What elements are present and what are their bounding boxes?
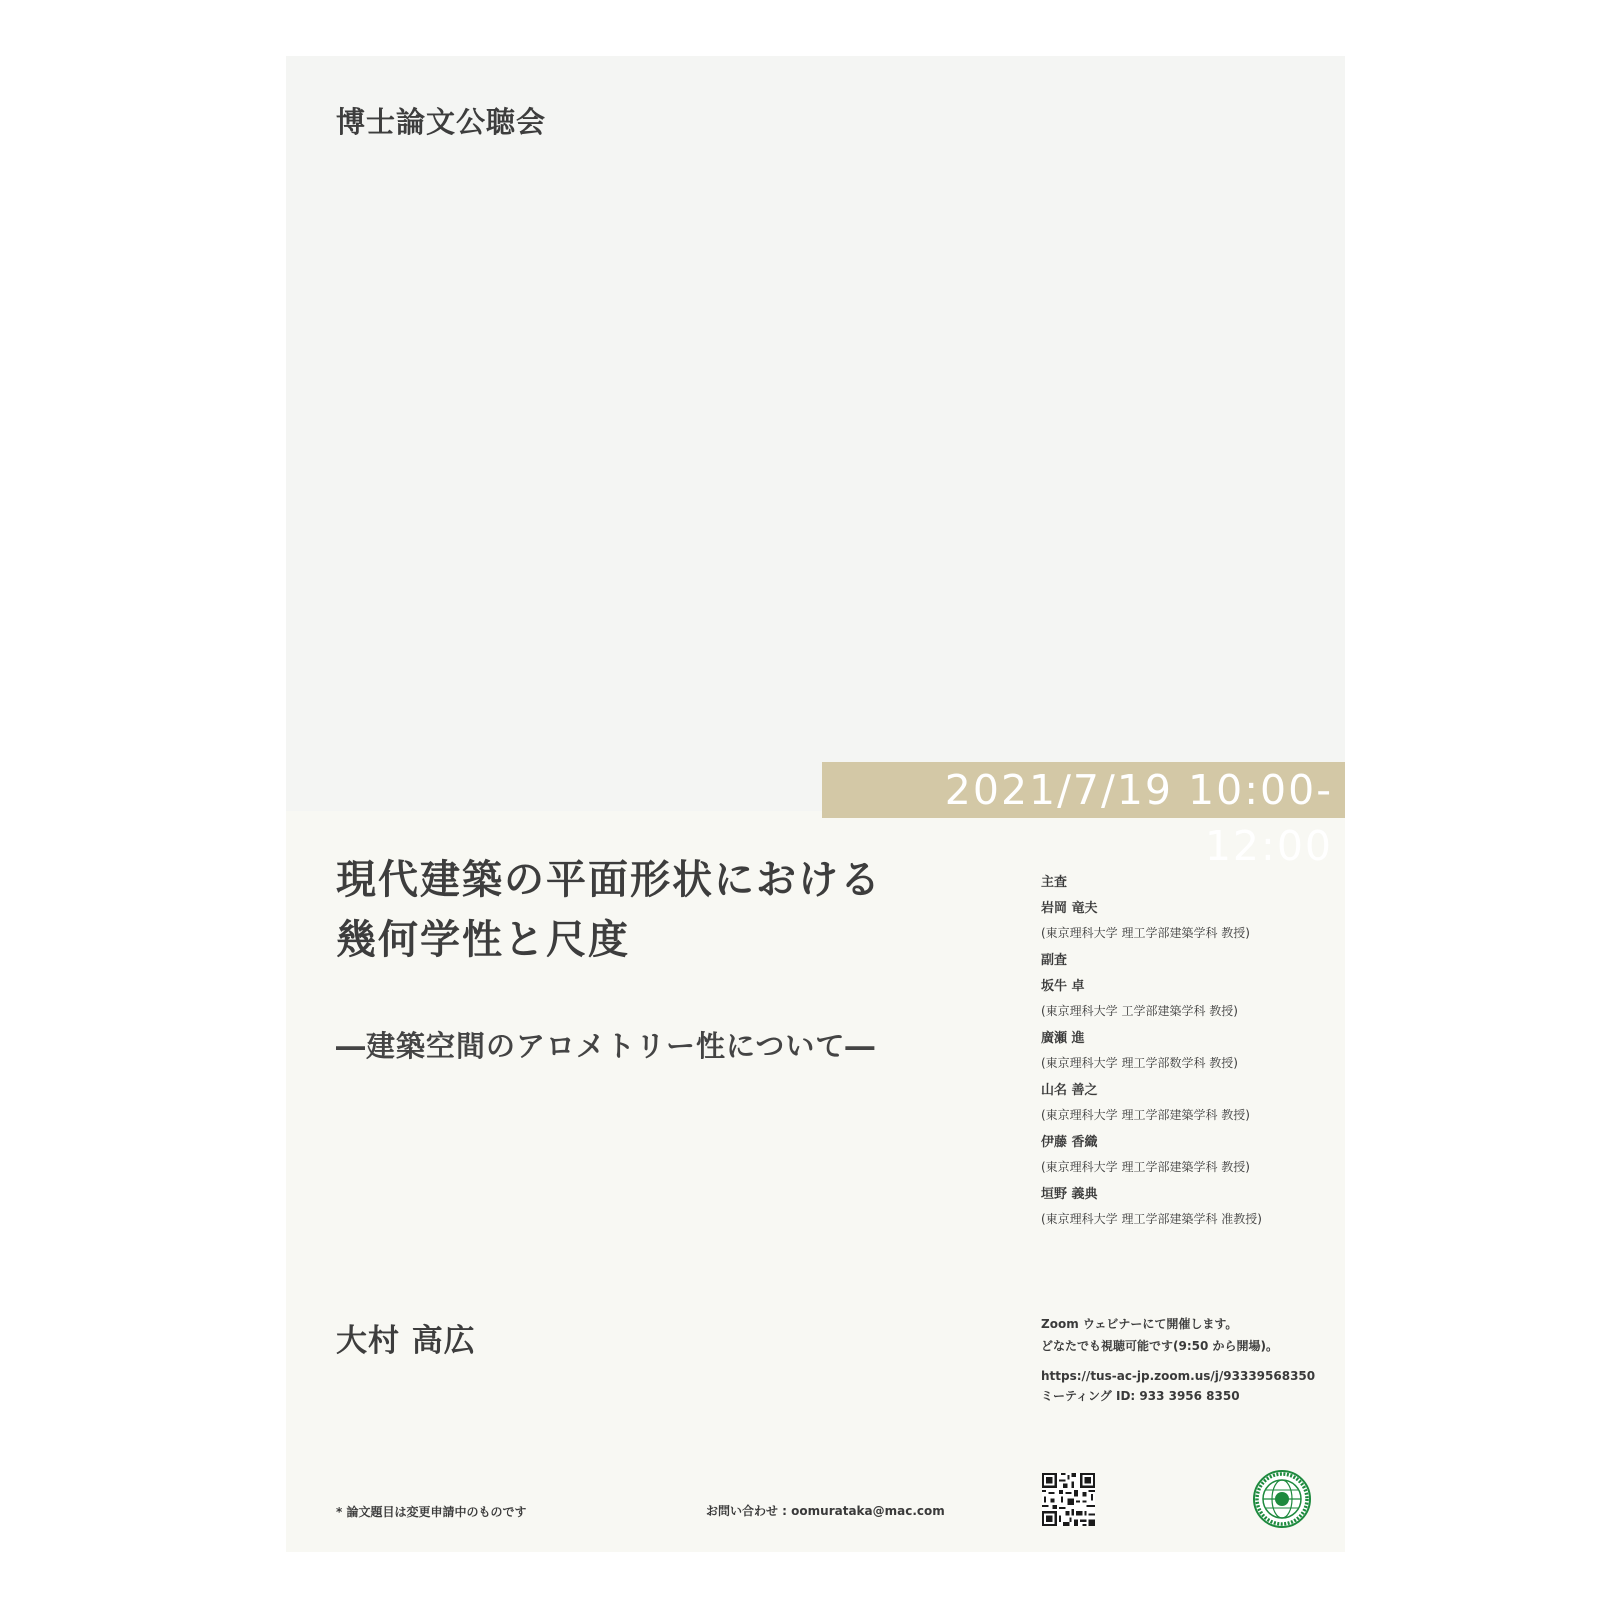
zoom-url-link[interactable]: https://tus-ac-jp.zoom.us/j/93339568350 bbox=[1041, 1369, 1316, 1383]
committee-member-affiliation: (東京理科大学 工学部建築学科 教授) bbox=[1041, 1004, 1238, 1018]
committee-member-name: 垣野 義典 bbox=[1041, 1187, 1098, 1202]
info-venue: Zoom ウェビナーにて開催します。 bbox=[1041, 1317, 1238, 1331]
thesis-subtitle: ―建築空間のアロメトリー性について― bbox=[336, 1029, 876, 1063]
thesis-title-line-1: 現代建築の平面形状における bbox=[336, 857, 882, 903]
university-seal-icon bbox=[1252, 1469, 1312, 1529]
poster-top-panel bbox=[286, 56, 1345, 811]
committee-member-name: 伊藤 香織 bbox=[1041, 1135, 1098, 1150]
committee-list bbox=[1041, 870, 1341, 1234]
committee-member-affiliation: (東京理科大学 理工学部建築学科 教授) bbox=[1041, 1160, 1250, 1174]
committee-member-affiliation: (東京理科大学 理工学部建築学科 准教授) bbox=[1041, 1212, 1262, 1226]
poster bbox=[286, 56, 1345, 1552]
event-info bbox=[1041, 1313, 1341, 1406]
sub-examiner-label: 副査 bbox=[1041, 953, 1068, 968]
meeting-id: ミーティング ID: 933 3956 8350 bbox=[1041, 1389, 1240, 1403]
date-banner: 2021/7/19 10:00-12:00 bbox=[822, 762, 1345, 818]
committee-member-name: 廣瀬 進 bbox=[1041, 1031, 1085, 1046]
thesis-title-line-2: 幾何学性と尺度 bbox=[336, 917, 630, 963]
footnote: * 論文題目は変更申請中のものです bbox=[336, 1505, 527, 1519]
chief-examiner-label: 主査 bbox=[1041, 875, 1068, 890]
event-type: 博士論文公聴会 bbox=[336, 105, 547, 139]
committee-member-affiliation: (東京理科大学 理工学部建築学科 教授) bbox=[1041, 926, 1250, 940]
committee-member-name: 山名 善之 bbox=[1041, 1083, 1098, 1098]
contact-email[interactable]: お問い合わせ : oomurataka@mac.com bbox=[706, 1504, 945, 1518]
committee-member-name: 坂牛 卓 bbox=[1041, 979, 1085, 994]
info-access: どなたでも視聴可能です(9:50 から開場)。 bbox=[1041, 1339, 1278, 1353]
committee-member-affiliation: (東京理科大学 理工学部建築学科 教授) bbox=[1041, 1108, 1250, 1122]
qr-code-icon[interactable] bbox=[1042, 1473, 1095, 1526]
committee-member-affiliation: (東京理科大学 理工学部数学科 教授) bbox=[1041, 1056, 1238, 1070]
author-name: 大村 高広 bbox=[336, 1323, 476, 1359]
committee-member-name: 岩岡 竜夫 bbox=[1041, 901, 1098, 916]
